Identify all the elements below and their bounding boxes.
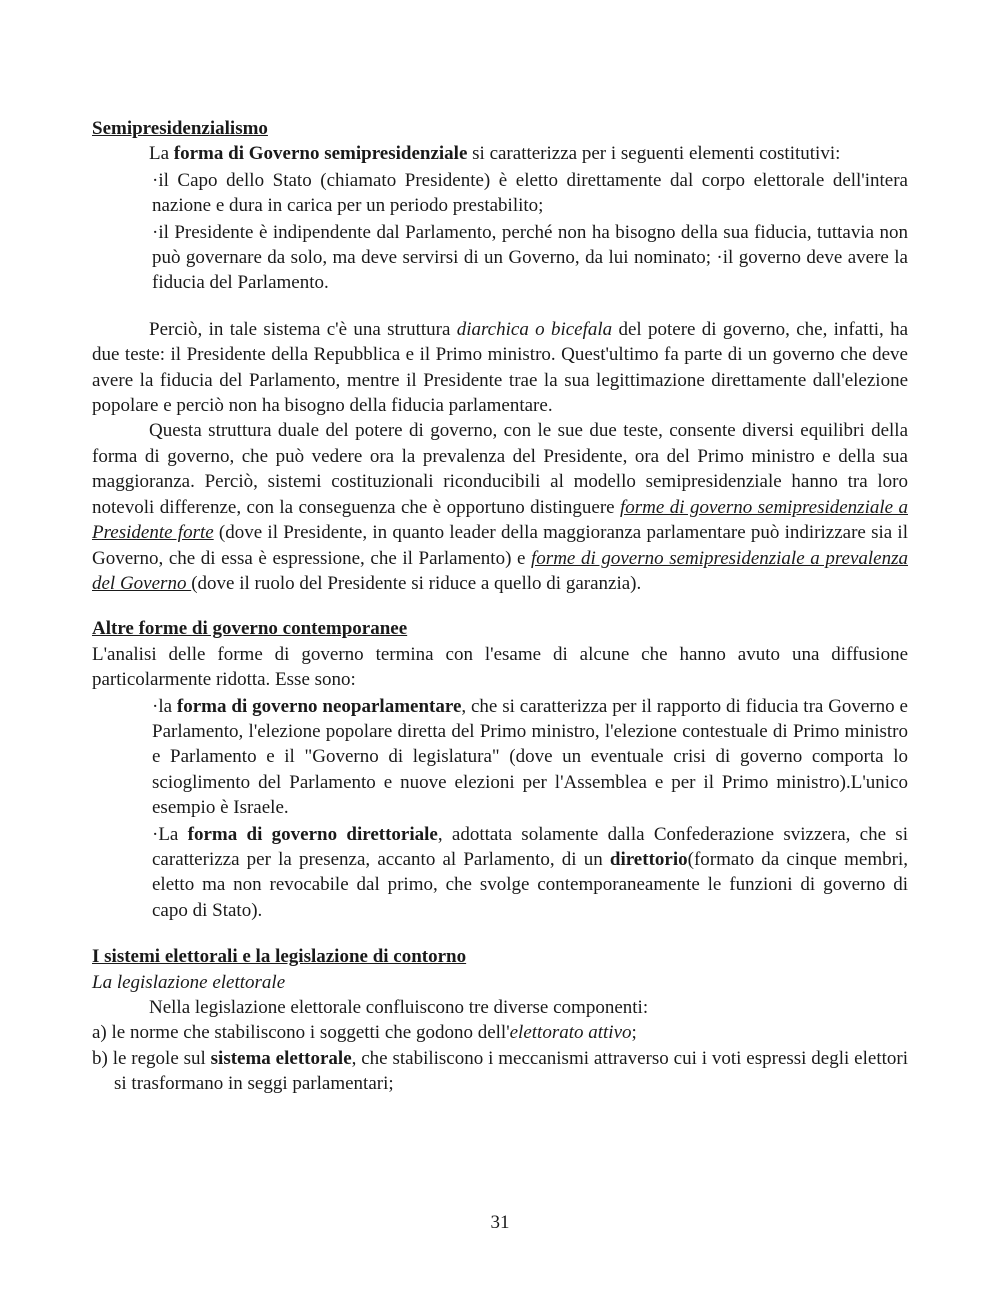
bold-term: sistema elettorale xyxy=(210,1047,352,1069)
text-run: , che stabiliscono i meccanismi attraverso cui i voti espressi degli elettori si trasformano in seggi parlamentari; xyxy=(114,1047,908,1095)
text-run: b) le regole sul xyxy=(92,1047,211,1069)
bullet-item xyxy=(152,694,908,821)
text-run: ·la xyxy=(152,695,177,717)
paragraph xyxy=(92,317,908,419)
list-item-b xyxy=(92,1046,908,1097)
text-run: si caratterizza per i seguenti elementi costitutivi: xyxy=(467,143,841,165)
text-run: (dove il ruolo del Presidente si riduce a quello di garanzia). xyxy=(191,572,642,594)
subheading: La legislazione elettorale xyxy=(92,971,286,993)
section-heading-altre-forme: Altre forme di governo contemporanee xyxy=(92,618,408,640)
text-run: a) le norme che stabiliscono i soggetti che godono dell' xyxy=(92,1022,510,1044)
underlined-term: forme di governo semipresidenziale a Presidente forte xyxy=(92,496,908,544)
page-number: 31 xyxy=(490,1212,510,1233)
list-item-a xyxy=(92,1020,908,1045)
text-run: (dove il Presidente, in quanto leader della maggioranza parlamentare può indirizzare sia il Governo, che di essa è espressione, che il Parlamento) e xyxy=(92,522,908,569)
paragraph-intro xyxy=(92,141,908,166)
bullet-item: ·il Capo dello Stato (chiamato Presidente) è eletto direttamente dal corpo elettorale dell'intera nazione e dura in carica per un periodo prestabilito; xyxy=(152,169,908,217)
bullet-item xyxy=(152,822,908,924)
paragraph-intro: Nella legislazione elettorale confluiscono tre diverse componenti: xyxy=(149,997,649,1018)
text-run: La xyxy=(149,143,174,165)
underlined-term: forme di governo semipresidenziale a prevalenza del Governo xyxy=(92,547,909,594)
text-run: Perciò, in tale sistema c'è una struttura xyxy=(149,318,457,340)
bold-term: forma di governo neoparlamentare xyxy=(176,695,462,717)
section-heading-sistemi-elettorali: I sistemi elettorali e la legislazione di contorno xyxy=(92,946,467,968)
document-page xyxy=(92,116,908,1097)
italic-term: elettorato attivo xyxy=(509,1022,632,1044)
text-run: , che si caratterizza per il rapporto di fiducia tra Governo e Parlamento, l'elezione popolare diretta del Primo ministro, l'elezione contestuale di Primo ministro e Parlamento e il "Governo di legislatura" (dove un eventuale crisi di governo comporta lo scioglimento del Parlamento e nuove elezioni per l'Assemblea e per il Primo ministro).L'unico esempio è Israele. xyxy=(152,695,908,819)
bold-term: forma di governo direttoriale xyxy=(187,823,438,845)
section-heading-semipresidenzialismo: Semipresidenzialismo xyxy=(92,118,268,139)
spacer xyxy=(92,596,908,616)
paragraph-intro: L'analisi delle forme di governo termina con l'esame di alcune che hanno avuto una diffusione particolarmente ridotta. Esse sono: xyxy=(92,643,908,691)
text-run: (formato da cinque membri, eletto ma non revocabile dal primo, che svolge contemporaneamente le funzioni di governo di capo di Stato). xyxy=(152,848,908,921)
text-run: Questa struttura duale del potere di governo, con le sue due teste, consente diversi equilibri della forma di governo, che può vedere ora la prevalenza del Presidente, ora del Primo ministro e della sua maggioranza. Perciò, sistemi costituzionali riconducibili al modello semipresidenziale hanno tra loro notevoli differenze, con la conseguenza che è opportuno distinguere xyxy=(92,420,908,518)
spacer xyxy=(92,297,908,317)
spacer xyxy=(92,924,908,944)
bullet-item: ·il Presidente è indipendente dal Parlamento, perché non ha bisogno della sua fiducia, tuttavia non può governare da solo, ma deve servirsi di un Governo, da lui nominato; ·il governo deve avere la fiducia del Parlamento. xyxy=(152,221,908,294)
text-run: , adottata solamente dalla Confederazione svizzera, che si caratterizza per la presenza, accanto al Parlamento, di un xyxy=(152,823,908,870)
bold-term: forma di Governo semipresidenziale xyxy=(173,143,468,165)
text-run: ·La xyxy=(152,823,188,845)
text-run: ; xyxy=(631,1022,637,1044)
bold-term: direttorio xyxy=(609,848,688,870)
italic-term: diarchica o bicefala xyxy=(456,318,613,340)
text-run: del potere di governo, che, infatti, ha due teste: il Presidente della Repubblica e il Primo ministro. Quest'ultimo fa parte di un governo che deve avere la fiducia del Parlamento, mentre il Presidente trae la sua legittimazione direttamente dall'elezione popolare e perciò non ha bisogno della fiducia parlamentare. xyxy=(92,318,909,417)
paragraph xyxy=(92,418,908,596)
